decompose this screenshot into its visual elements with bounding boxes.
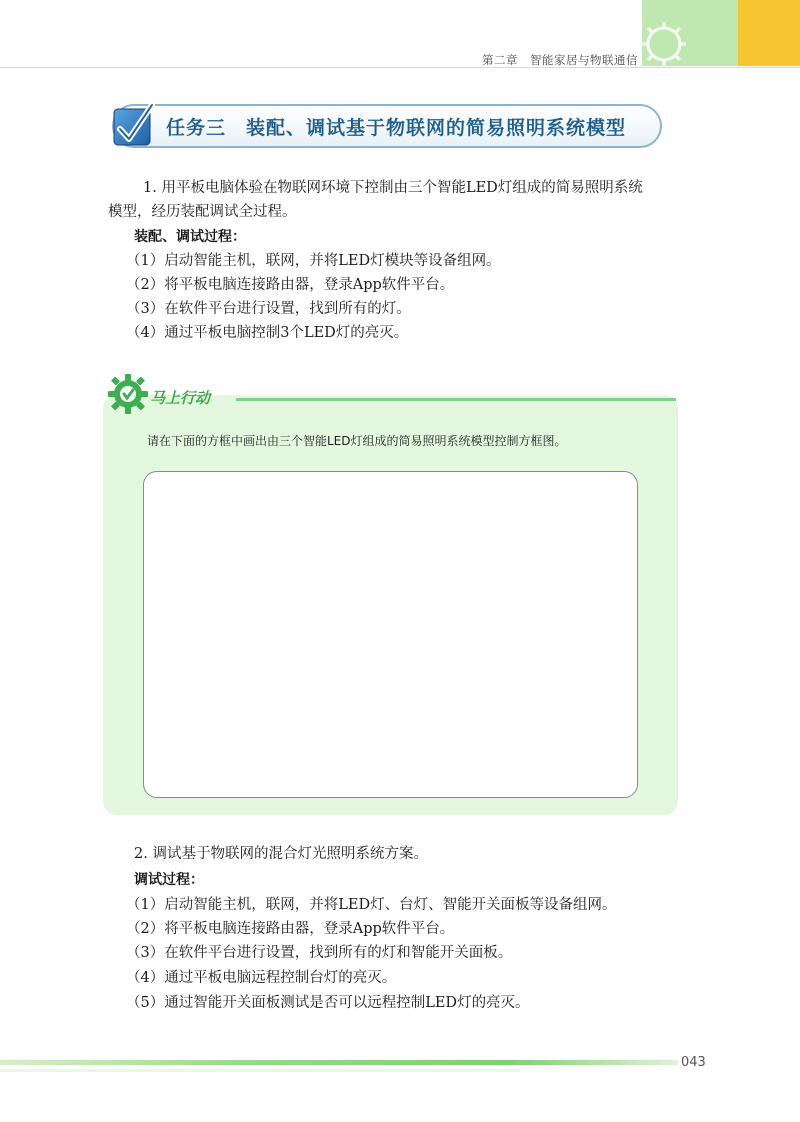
header-chapter-title: 智能家居与物联通信: [530, 53, 638, 67]
section1-step: （3）在软件平台进行设置，找到所有的灯。: [126, 301, 411, 317]
section2-step: （4）通过平板电脑远程控制台灯的亮灭。: [126, 970, 397, 986]
section2-subtitle: 调试过程：: [134, 872, 204, 888]
section1-step: （2）将平板电脑连接路由器，登录App软件平台。: [126, 277, 455, 293]
header-corner-yellow: [738, 0, 800, 66]
page-number: 043: [681, 1055, 706, 1070]
header-chapter: 第二章: [482, 53, 518, 67]
section2-line1: 2. 调试基于物联网的混合灯光照明系统方案。: [134, 846, 428, 862]
section2-step: （2）将平板电脑连接路由器，登录App软件平台。: [126, 921, 455, 937]
section1-line2: 模型，经历装配调试全过程。: [108, 204, 297, 220]
section1-subtitle: 装配、调试过程：: [134, 229, 246, 245]
gear-icon: [106, 372, 150, 416]
section1-step: （4）通过平板电脑控制3个LED灯的亮灭。: [126, 325, 409, 341]
drawing-box[interactable]: [143, 471, 638, 798]
section2-step: （1）启动智能主机，联网，并将LED灯、台灯、智能开关面板等设备组网。: [126, 897, 617, 913]
section1-step: （1）启动智能主机，联网，并将LED灯模块等设备组网。: [126, 253, 501, 269]
checkmark-icon: [112, 99, 158, 149]
header-divider: [0, 67, 800, 68]
running-header: [482, 52, 638, 68]
action-panel-rule: [236, 398, 676, 401]
section2-step: （5）通过智能开关面板测试是否可以远程控制LED灯的亮灭。: [126, 995, 530, 1011]
section2-step: （3）在软件平台进行设置，找到所有的灯和智能开关面板。: [126, 945, 513, 961]
action-instruction: 请在下面的方框中画出由三个智能LED灯组成的简易照明系统模型控制方框图。: [147, 434, 567, 448]
footer-bar: [0, 1060, 678, 1065]
footer-bar-light: [0, 1069, 520, 1072]
task-title-text: 装配、调试基于物联网的简易照明系统模型: [246, 117, 627, 139]
task-title: [166, 113, 626, 140]
section1-line1: 1. 用平板电脑体验在物联网环境下控制由三个智能LED灯组成的简易照明系统: [143, 180, 643, 196]
task-number: 任务三: [166, 117, 227, 139]
action-label: 马上行动: [150, 389, 211, 407]
gear-decoration-icon: [634, 14, 694, 74]
